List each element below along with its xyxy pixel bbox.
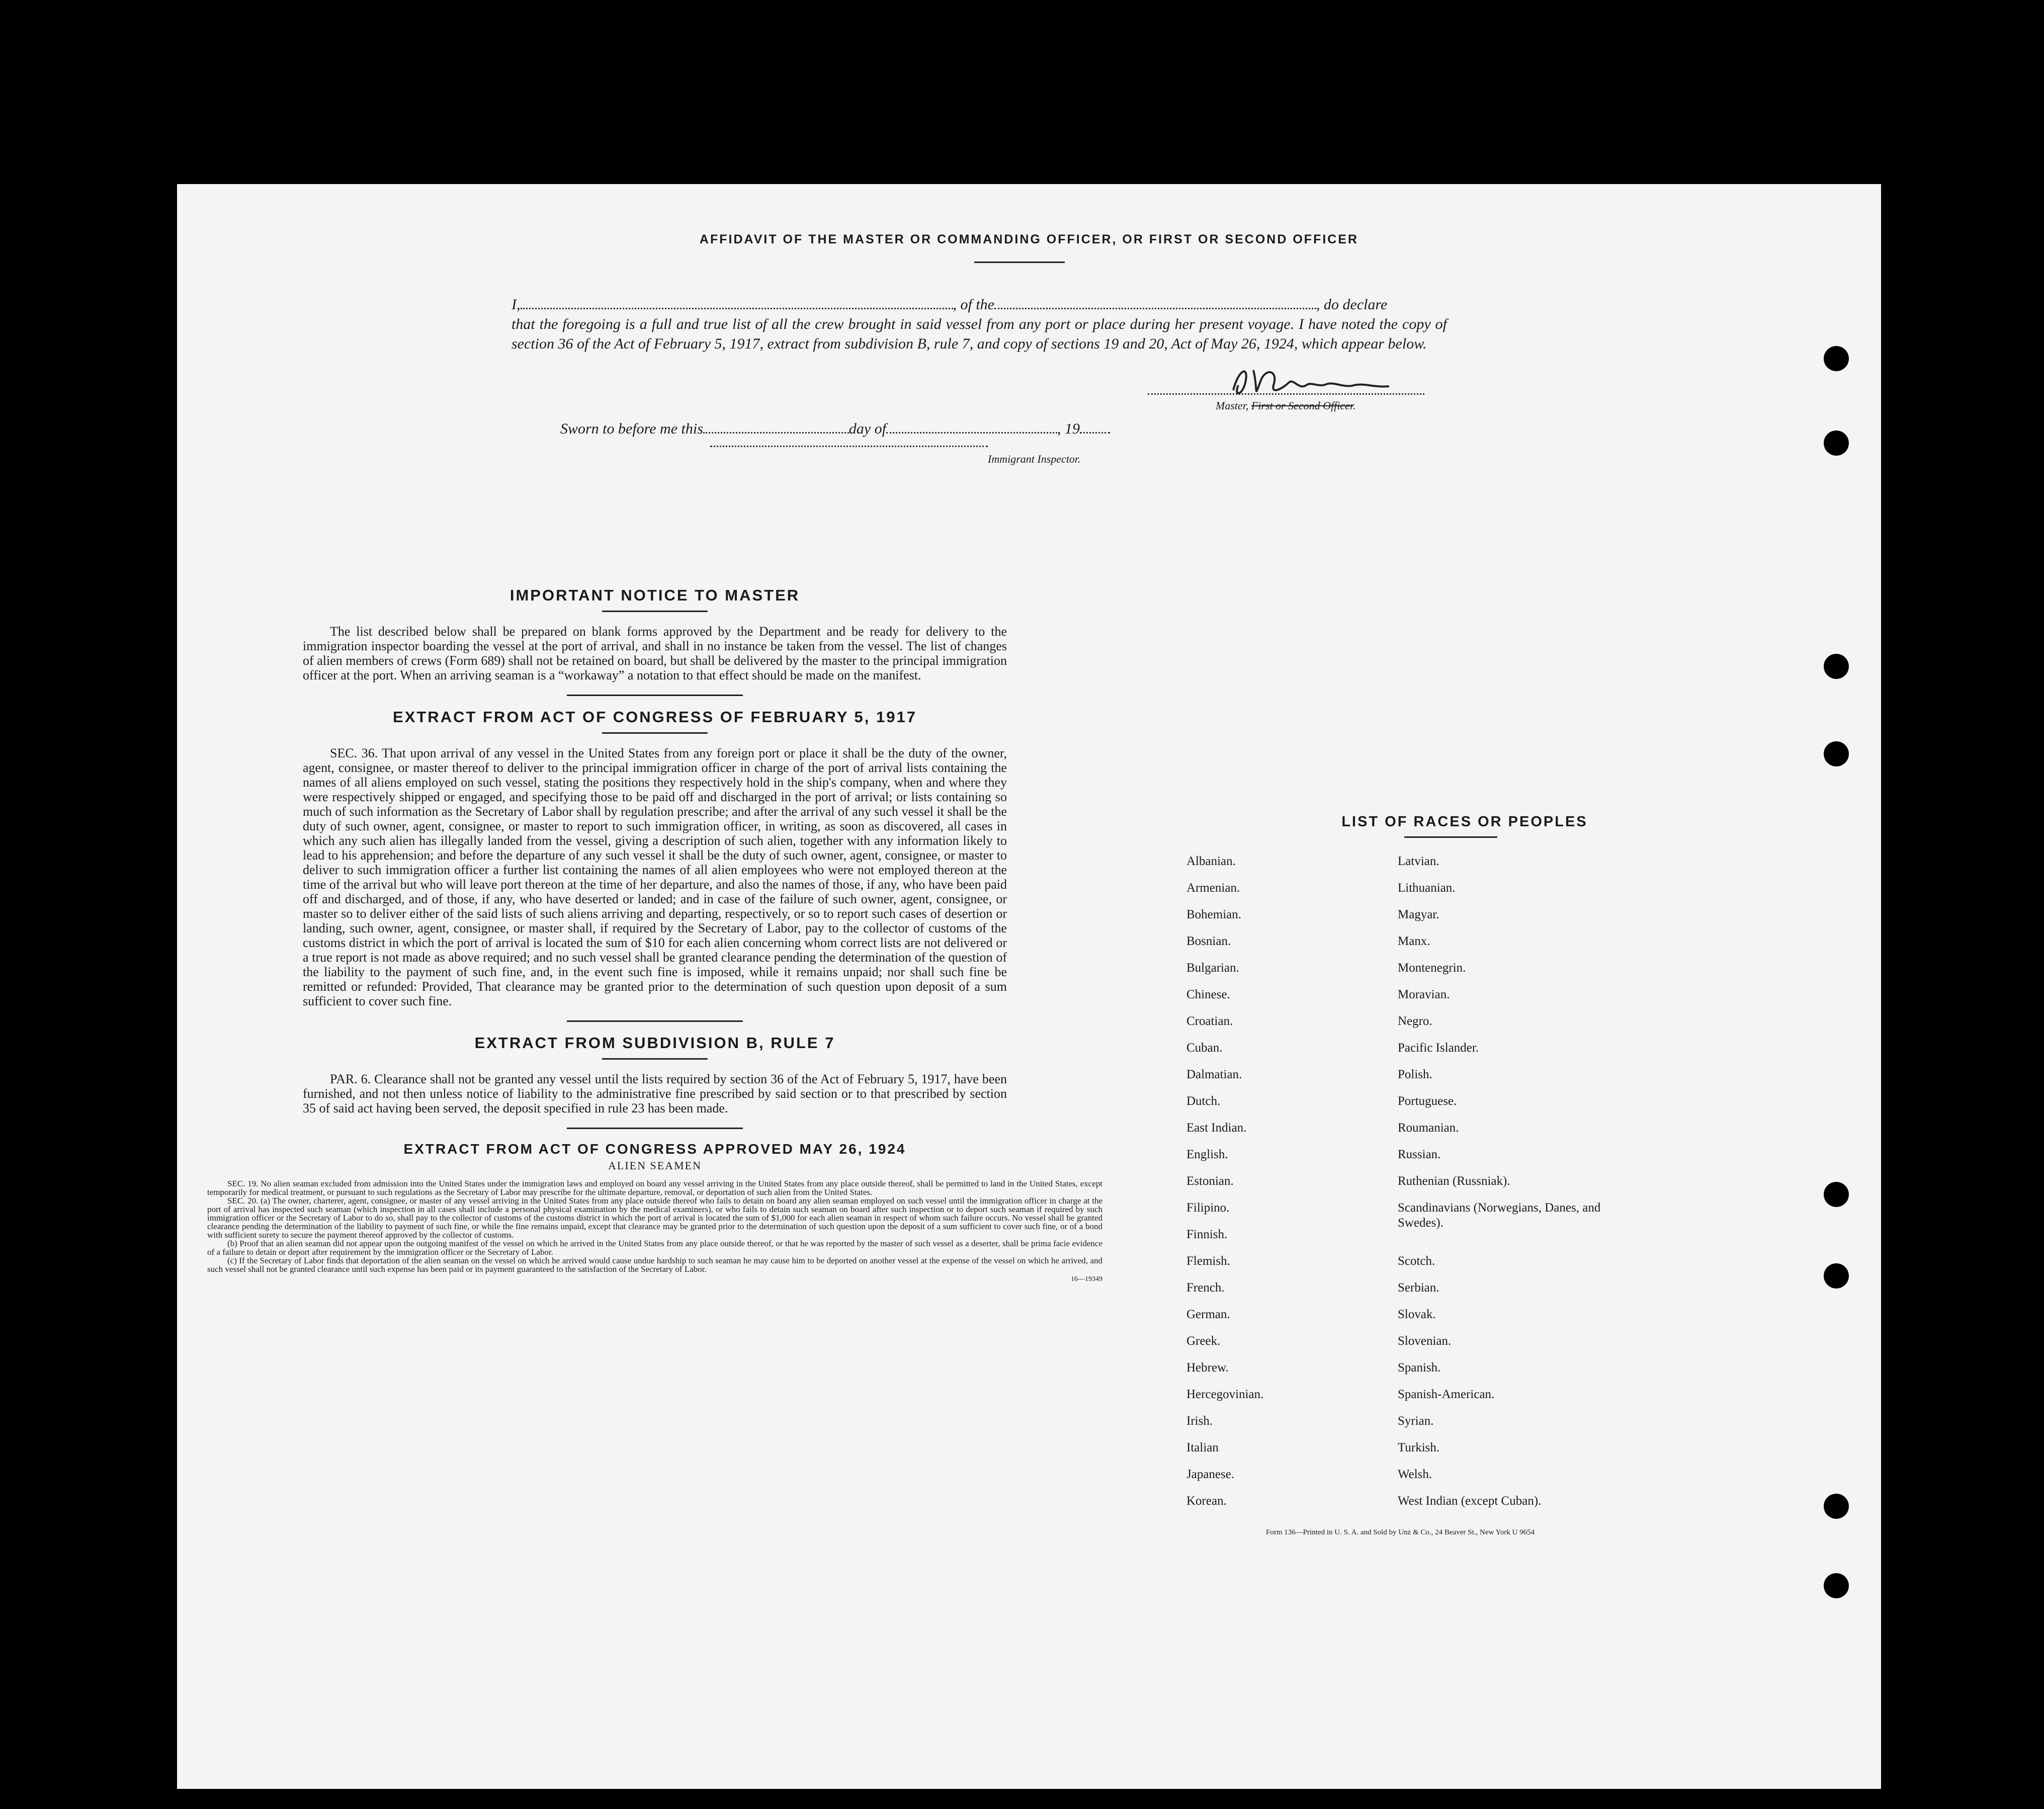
race-entry: German. — [1186, 1308, 1230, 1321]
race-entry: Dalmatian. — [1186, 1068, 1242, 1081]
race-entry: Filipino. — [1186, 1201, 1230, 1215]
races-list — [1186, 854, 1736, 1520]
race-entry: Chinese. — [1186, 988, 1230, 1001]
act-1917-heading: EXTRACT FROM ACT OF CONGRESS OF FEBRUARY 5, 1917 — [393, 708, 917, 726]
race-entry: Welsh. — [1398, 1468, 1432, 1481]
printer-imprint: Form 136—Printed in U. S. A. and Sold by Unz & Co., 24 Beaver St., New York U 9654 — [1266, 1528, 1535, 1536]
section-20a-text: SEC. 20. (a) The owner, charterer, agent, consignee, or master of any vessel arriving in the United States from any place outside thereof who fails to detain on board any alien seaman employed on such vessel until the immigration officer in charge at the port of arrival has inspected such seaman (which inspection in all cases shall include a personal physical examination by the medical examiners), or who fails to detain such seaman on board after such inspection or to deport such seaman if required by such immigration officer or the Secretary of Labor to do so, shall pay to the collector of customs of the customs district in which the port of arrival is located the sum of $1,000 for each alien seaman in respect of whom such failure occurs. No vessel shall be granted clearance pending the determination of the liability to payment of such fine, or while the fine remains unpaid, except that clearance may be granted prior to the determination of such question upon the deposit of a sum sufficient to cover such fine, or of a bond with sufficient surety to secure the payment thereof approved by the collector of customs. — [207, 1196, 1102, 1240]
affidavit-declaration — [512, 295, 1447, 354]
section-20c-text: (c) If the Secretary of Labor finds that deportation of the alien seaman on the vessel on which he arrived would cause undue hardship to such seaman he may cause him to be deported on another vessel at the expense of the vessel on which he arrived, and such vessel shall not be granted clearance until such expense has been paid or its payment guaranteed to the satisfaction of the Secretary of Labor. — [207, 1256, 1102, 1274]
master-signature — [1223, 360, 1434, 403]
race-entry: Manx. — [1398, 934, 1430, 948]
race-entry: Croatian. — [1186, 1014, 1233, 1028]
race-entry: Negro. — [1398, 1014, 1432, 1028]
race-entry: Irish. — [1186, 1414, 1213, 1428]
alien-seamen-subheading: ALIEN SEAMEN — [608, 1159, 702, 1172]
binder-hole — [1824, 1263, 1849, 1288]
race-entry: Magyar. — [1398, 908, 1439, 921]
declarant-label: I, — [512, 296, 521, 313]
race-entry: Dutch. — [1186, 1094, 1221, 1108]
race-entry: Bulgarian. — [1186, 961, 1239, 975]
race-entry: Greek. — [1186, 1334, 1221, 1348]
race-entry: Portuguese. — [1398, 1094, 1457, 1108]
inspector-signature-line — [710, 446, 988, 447]
do-declare-label: , do declare — [1316, 296, 1388, 313]
binder-hole — [1824, 1182, 1849, 1207]
instructions-column — [207, 586, 1102, 1283]
races-heading: LIST OF RACES OR PEOPLES — [1341, 814, 1588, 830]
race-entry: Japanese. — [1186, 1468, 1235, 1481]
race-entry: Syrian. — [1398, 1414, 1434, 1428]
race-entry: Latvian. — [1398, 854, 1439, 868]
races-column — [1183, 814, 1736, 1537]
race-entry: East Indian. — [1186, 1121, 1247, 1135]
act-1924-text — [207, 1179, 1102, 1283]
race-entry: Finnish. — [1186, 1228, 1228, 1241]
race-entry: Montenegrin. — [1398, 961, 1466, 975]
signature-caption-end: . — [1353, 399, 1356, 412]
race-entry: Korean. — [1186, 1494, 1227, 1508]
of-the-label: , of the — [953, 296, 994, 313]
sworn-label: Sworn to before me this — [560, 420, 703, 437]
signature-caption — [1216, 399, 1356, 412]
race-entry: Flemish. — [1186, 1254, 1230, 1268]
race-entry: Slovenian. — [1398, 1334, 1452, 1348]
section-divider — [567, 1020, 743, 1022]
sworn-year-field — [1080, 421, 1110, 434]
race-entry: Serbian. — [1398, 1281, 1439, 1295]
race-entry: Turkish. — [1398, 1441, 1440, 1454]
race-entry: Pacific Islander. — [1398, 1041, 1479, 1055]
act-1917-rule — [602, 732, 708, 734]
form-number: 16—19349 — [1071, 1275, 1102, 1283]
race-entry: Lithuanian. — [1398, 881, 1456, 895]
declaration-text: that the foregoing is a full and true list of all the crew brought in said vessel from any port or place during her present voyage. I have noted the copy of section 36 of the Act of February 5, 1917, extract from subdivision B, rule 7, and copy of sections 19 and 20, Act of May 26, 1924, which appear below. — [512, 316, 1447, 352]
binder-hole — [1824, 1573, 1849, 1598]
act-1917-text: SEC. 36. That upon arrival of any vessel in the United States from any foreign port or place it shall be the duty of the owner, agent, consignee, or master thereof to deliver to the principal immigration officer in charge of the port of arrival lists containing the names of all aliens employed on such vessel, stating the positions they respectively hold in the ship's company, when and where they were respectively shipped or engaged, and specifying those to be paid off and discharged in the port of arrival; or lists containing so much of such information as the Secretary of Labor shall by regulation prescribe; and after the arrival of any such vessel it shall be the duty of such owner, agent, consignee, or master to report to such immigration officer, in writing, as soon as discovered, all cases in which any such alien has illegally landed from the vessel, giving a description of such alien, together with any information likely to lead to his apprehension; and before the departure of any such vessel it shall be the duty of such owner, agent, consignee, or master to deliver to such immigration officer a further list containing the names of all alien employees who were not employed thereon at the time of the arrival but who will leave port thereon at the time of her departure, and also the names of those, if any, who have been paid off and discharged, and of those, if any, who have deserted or landed; and in case of the failure of such owner, agent, consignee, or master so to deliver either of the said lists of such aliens arriving and departing, respectively, or so to report such cases of desertion or landing, such owner, agent, consignee, or master shall, if required by the Secretary of Labor, pay to the collector of customs of the customs district in which the port of arrival is located the sum of $10 for each alien concerning whom correct lists are not delivered or a true report is not made as above required; and no such vessel shall be granted clearance pending the determination of the question of the liability to the payment of such fine, and, in the event such fine is imposed, while it remains unpaid; nor shall such fine be remitted or refunded: Provided, That clearance may be granted prior to the determination of such question upon deposit of a sum sufficient to cover such fine. — [303, 746, 1007, 1008]
year-label: , 19 — [1057, 420, 1080, 437]
sworn-line — [560, 420, 1110, 438]
race-entry: Estonian. — [1186, 1174, 1234, 1188]
race-entry: Scandinavians (Norwegians, Danes, and Swedes). — [1398, 1201, 1601, 1230]
race-entry: Cuban. — [1186, 1041, 1223, 1055]
race-entry: Italian — [1186, 1441, 1219, 1454]
race-entry: Moravian. — [1398, 988, 1450, 1001]
race-entry: Spanish. — [1398, 1361, 1441, 1374]
rule-7-heading: EXTRACT FROM SUBDIVISION B, RULE 7 — [474, 1034, 835, 1052]
inspector-caption: Immigrant Inspector. — [988, 453, 1081, 465]
race-entry: Bosnian. — [1186, 934, 1231, 948]
binder-hole — [1824, 430, 1849, 456]
race-entry — [1398, 1227, 1649, 1254]
binder-hole — [1824, 346, 1849, 371]
race-entry: English. — [1186, 1148, 1228, 1161]
rule-7-rule — [602, 1058, 708, 1060]
sworn-day-field — [703, 421, 849, 434]
section-divider — [567, 695, 743, 696]
section-20b-text: (b) Proof that an alien seaman did not appear upon the outgoing manifest of the vessel on which he arrived in the United States from any place outside thereof, or that he was reported by the master of such vessel as a deserter, shall be prima facie evidence of a failure to detain or deport after requirement by the immigration officer or the Secretary of Labor. — [207, 1239, 1102, 1257]
race-entry: West Indian (except Cuban). — [1398, 1494, 1542, 1508]
day-of-label: day of — [848, 420, 887, 437]
race-entry: Bohemian. — [1186, 908, 1242, 921]
race-entry: Ruthenian (Russniak). — [1398, 1174, 1510, 1188]
race-entry: Spanish-American. — [1398, 1388, 1495, 1401]
notice-heading: IMPORTANT NOTICE TO MASTER — [509, 586, 800, 604]
sworn-month-field — [886, 421, 1057, 434]
race-entry: Russian. — [1398, 1148, 1441, 1161]
affidavit-form-page — [177, 184, 1881, 1789]
race-entry: French. — [1186, 1281, 1225, 1295]
race-entry: Armenian. — [1186, 881, 1240, 895]
affidavit-title: AFFIDAVIT OF THE MASTER OR COMMANDING OFFICER, OR FIRST OR SECOND OFFICER — [699, 232, 1359, 246]
binder-hole — [1824, 1494, 1849, 1519]
binder-hole — [1824, 741, 1849, 766]
signature-line — [1148, 393, 1424, 395]
notice-rule — [602, 611, 708, 612]
title-underline — [974, 262, 1065, 263]
race-entry: Albanian. — [1186, 854, 1236, 868]
section-19-text: SEC. 19. No alien seaman excluded from admission into the United States under the immigration laws and employed on board any vessel arriving in the United States from any place outside thereof, shall be permitted to land in the United States, except temporarily for medical treatment, or pursuant to such regulations as the Secretary of Labor may prescribe for the ultimate departure, removal, or deportation of such alien from the United States. — [207, 1179, 1102, 1197]
races-rule — [1404, 836, 1497, 838]
race-entry: Roumanian. — [1398, 1121, 1459, 1135]
vessel-name-field — [994, 297, 1316, 309]
binder-hole — [1824, 654, 1849, 679]
signature-caption-struck: First or Second Officer — [1251, 399, 1353, 412]
race-entry: Hercegovinian. — [1186, 1388, 1264, 1401]
race-entry: Polish. — [1398, 1068, 1432, 1081]
declarant-name-field — [521, 297, 953, 309]
signature-caption-master: Master, — [1216, 399, 1251, 412]
race-entry: Slovak. — [1398, 1308, 1436, 1321]
race-entry: Hebrew. — [1186, 1361, 1229, 1374]
race-entry: Scotch. — [1398, 1254, 1435, 1268]
act-1924-heading: EXTRACT FROM ACT OF CONGRESS APPROVED MAY 26, 1924 — [403, 1141, 906, 1157]
notice-text: The list described below shall be prepared on blank forms approved by the Department and be ready for delivery to the immigration inspector boarding the vessel at the port of arrival, and shall in no instance be taken from the vessel. The list of changes of alien members of crews (Form 689) shall not be retained on board, but shall be delivered by the master to the principal immigration officer at the port. When an arriving seaman is a “workaway” a notation to that effect should be made on the manifest. — [303, 624, 1007, 682]
declaration-first-line — [512, 295, 1447, 314]
section-divider — [567, 1128, 743, 1129]
rule-7-text: PAR. 6. Clearance shall not be granted any vessel until the lists required by section 36 of the Act of February 5, 1917, have been furnished, and not then unless notice of liability to the administrative fine prescribed by said section or to that prescribed by section 35 of said act having been served, the deposit specified in rule 23 has been made. — [303, 1072, 1007, 1115]
